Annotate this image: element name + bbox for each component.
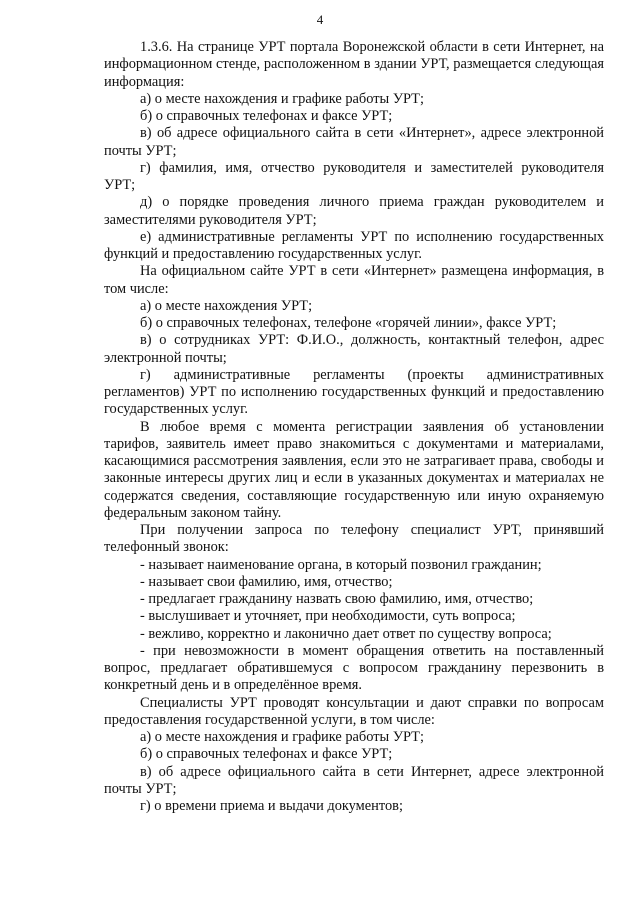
- paragraph: В любое время с момента регистрации заявления об установлении тарифов, заявитель имеет право знакомиться с документами и материалами, касающимися рассмотрения заявления, если это не затрагивает права, свободы и законные интересы других лиц и если в указанных документах и материалах не содержатся сведения, составляющие государственную или иную охраняемую федеральным законом тайну.: [104, 418, 604, 521]
- paragraph: 1.3.6. На странице УРТ портала Воронежской области в сети Интернет, на информационном стенде, расположенном в здании УРТ, размещается следующая информация:: [104, 39, 604, 90]
- list-item: - вежливо, корректно и лаконично дает ответ по существу вопроса;: [140, 625, 552, 642]
- paragraph: Специалисты УРТ проводят консультации и дают справки по вопросам предоставления государственной услуги, в том числе:: [104, 694, 604, 728]
- list-item: г) о времени приема и выдачи документов;: [140, 798, 403, 814]
- document-body: [104, 39, 604, 815]
- list-item: е) административные регламенты УРТ по исполнению государственных функций и предоставлению государственных услуг.: [104, 228, 604, 262]
- list-item: а) о месте нахождения и графике работы УРТ;: [140, 729, 424, 745]
- list-item: д) о порядке проведения личного приема граждан руководителем и заместителями руководителя УРТ;: [104, 194, 604, 228]
- list-item: б) о справочных телефонах, телефоне «горячей линии», факсе УРТ;: [140, 315, 557, 331]
- list-item: - называет наименование органа, в который позвонил гражданин;: [140, 556, 542, 573]
- list-item: в) об адресе официального сайта в сети Интернет, адресе электронной почты УРТ;: [104, 763, 604, 797]
- paragraph: При получении запроса по телефону специалист УРТ, принявший телефонный звонок:: [104, 522, 604, 556]
- list-item: г) фамилия, имя, отчество руководителя и заместителей руководителя УРТ;: [104, 159, 604, 193]
- list-item: - называет свои фамилию, имя, отчество;: [140, 573, 393, 590]
- list-item: - при невозможности в момент обращения ответить на поставленный вопрос, предлагает обратившемуся с вопросом гражданину перезвонить в конкретный день и в определённое время.: [104, 642, 604, 694]
- list-item: б) о справочных телефонах и факсе УРТ;: [140, 108, 393, 124]
- page-number: 4: [316, 12, 324, 27]
- list-item: - предлагает гражданину назвать свою фамилию, имя, отчество;: [140, 591, 534, 607]
- list-item: а) о месте нахождения и графике работы УРТ;: [140, 90, 424, 107]
- paragraph: На официальном сайте УРТ в сети «Интернет» размещена информация, в том числе:: [104, 263, 604, 297]
- list-item: а) о месте нахождения УРТ;: [140, 297, 313, 314]
- list-item: б) о справочных телефонах и факсе УРТ;: [140, 746, 393, 763]
- list-item: в) о сотрудниках УРТ: Ф.И.О., должность, контактный телефон, адрес электронной почты;: [104, 332, 604, 366]
- list-item: в) об адресе официального сайта в сети «Интернет», адресе электронной почты УРТ;: [104, 125, 604, 159]
- list-item: г) административные регламенты (проекты административных регламентов) УРТ по исполнению государственных функций и предоставлению государственных услуг.: [104, 366, 604, 418]
- list-item: - выслушивает и уточняет, при необходимости, суть вопроса;: [140, 608, 516, 625]
